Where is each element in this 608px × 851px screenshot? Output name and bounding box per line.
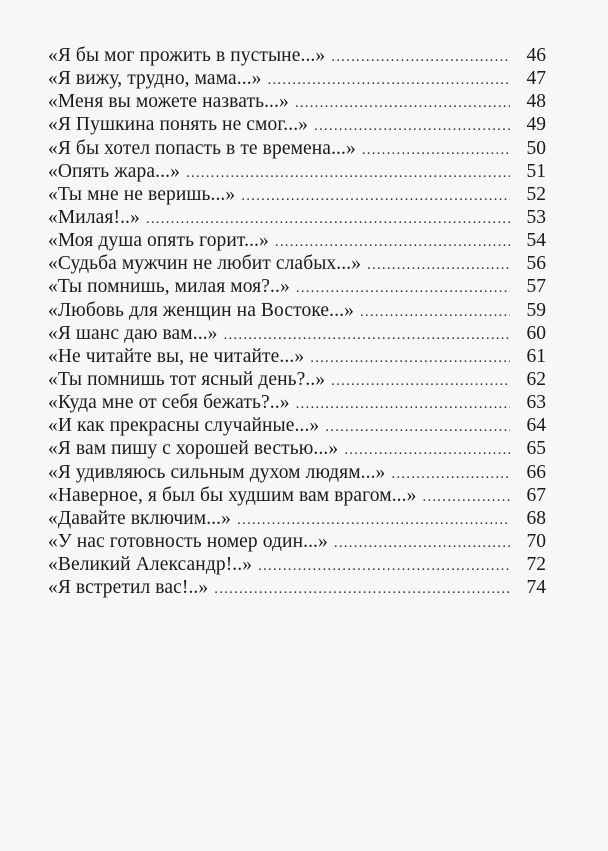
toc-entry-page-number: 63 [526, 392, 546, 414]
toc-entry-title: «Не читайте вы, не читайте...» [48, 345, 305, 367]
toc-entry-title: «Я бы мог прожить в пустыне...» [48, 45, 326, 66]
toc-entry [48, 322, 546, 345]
toc-dot-leader [296, 277, 510, 300]
toc-entry-page-number: 60 [526, 322, 546, 344]
toc-dot-leader [296, 393, 510, 416]
toc-entry-page-number: 74 [526, 577, 546, 599]
toc-dot-leader [360, 301, 510, 324]
toc-entry-title: «Наверное, я был бы худшим вам врагом...» [48, 484, 417, 506]
toc-entry-page-number: 50 [526, 137, 546, 159]
toc-dot-leader [295, 92, 510, 115]
toc-dot-leader [146, 208, 510, 231]
toc-entry-title: «Я встретил вас!..» [48, 577, 209, 599]
toc-dot-leader [331, 46, 510, 69]
toc-entry-title: «Куда мне от себя бежать?..» [48, 392, 290, 414]
toc-dot-leader [331, 370, 510, 393]
toc-dot-leader [422, 486, 510, 509]
toc-entry-title: «Я вижу, трудно, мама...» [48, 68, 262, 90]
toc-dot-leader [310, 347, 510, 370]
toc-entry-page-number: 70 [526, 530, 546, 552]
toc-dot-leader [241, 185, 510, 208]
toc-entry-title: «Я Пушкина понять не смог...» [48, 114, 309, 136]
toc-entry-page-number: 61 [526, 345, 546, 367]
toc-entry-page-number: 46 [526, 45, 546, 66]
toc-entry-page-number: 62 [526, 368, 546, 390]
toc-entry-page-number: 72 [526, 554, 546, 576]
toc-entry [48, 299, 546, 322]
toc-entry-title: «У нас готовность номер один...» [48, 530, 328, 552]
toc-entry [48, 391, 546, 414]
toc-entry-title: «Милая!..» [48, 206, 140, 228]
toc-entry [48, 484, 546, 507]
toc-entry-page-number: 65 [526, 438, 546, 460]
toc-entry-title: «Опять жара...» [48, 160, 180, 182]
toc-entry-title: «И как прекрасны случайные...» [48, 415, 320, 437]
toc-dot-leader [268, 69, 510, 92]
toc-entry-page-number: 66 [526, 461, 546, 483]
toc-entry [48, 252, 546, 275]
toc-entry [48, 553, 546, 576]
toc-entry-title: «Моя душа опять горит...» [48, 230, 269, 252]
toc-entry-title: «Ты помнишь тот ясный день?..» [48, 368, 326, 390]
toc-entry-page-number: 57 [526, 276, 546, 298]
toc-entry-page-number: 68 [526, 507, 546, 529]
toc-entry-title: «Ты помнишь, милая моя?..» [48, 276, 290, 298]
toc-dot-leader [275, 231, 510, 254]
toc-dot-leader [367, 254, 510, 277]
toc-entry-page-number: 56 [526, 253, 546, 275]
toc-entry [48, 160, 546, 183]
toc-entry [48, 368, 546, 391]
toc-entry [48, 67, 546, 90]
toc-entry-page-number: 48 [526, 91, 546, 113]
toc-dot-leader [314, 115, 510, 138]
toc-entry [48, 206, 546, 229]
toc-entry-title: «Я шанс даю вам...» [48, 322, 218, 344]
toc-entry [48, 437, 546, 460]
toc-entry [48, 530, 546, 553]
toc-entry-page-number: 47 [526, 68, 546, 90]
toc-entry [48, 44, 546, 67]
toc-dot-leader [325, 416, 510, 439]
toc-entry [48, 183, 546, 206]
toc-dot-leader [344, 439, 510, 462]
toc-dot-leader [186, 162, 510, 185]
toc-entry-title: «Я бы хотел попасть в те времена...» [48, 137, 356, 159]
toc-entry [48, 113, 546, 136]
toc-entry-title: «Я вам пишу с хорошей вестью...» [48, 438, 339, 460]
toc-entry-title: «Я удивляюсь сильным духом людям...» [48, 461, 386, 483]
toc-entry-title: «Любовь для женщин на Востоке...» [48, 299, 354, 321]
toc-entry-title: «Меня вы можете назвать...» [48, 91, 289, 113]
toc-entry [48, 229, 546, 252]
toc-entry-title: «Великий Александр!..» [48, 554, 253, 576]
toc-dot-leader [224, 324, 510, 347]
toc-entry-page-number: 64 [526, 415, 546, 437]
toc-entry [48, 461, 546, 484]
toc-dot-leader [391, 463, 510, 486]
toc-entry [48, 137, 546, 160]
toc-entry [48, 414, 546, 437]
toc-entry-page-number: 59 [526, 299, 546, 321]
toc-entry [48, 576, 546, 599]
toc-dot-leader [258, 555, 510, 578]
toc-entry [48, 507, 546, 530]
toc-entry-title: «Ты мне не веришь...» [48, 183, 236, 205]
toc-entry-title: «Судьба мужчин не любит слабых...» [48, 253, 362, 275]
toc-dot-leader [214, 578, 510, 601]
toc-dot-leader [362, 139, 510, 162]
toc-entry [48, 345, 546, 368]
toc-entry-title: «Давайте включим...» [48, 507, 231, 529]
toc-entry [48, 90, 546, 113]
toc-entry-page-number: 51 [526, 160, 546, 182]
toc-dot-leader [334, 532, 510, 555]
table-of-contents [48, 44, 546, 599]
toc-dot-leader [237, 509, 510, 532]
toc-entry-page-number: 53 [526, 206, 546, 228]
toc-entry-page-number: 49 [526, 114, 546, 136]
toc-entry-page-number: 52 [526, 183, 546, 205]
toc-entry-page-number: 67 [526, 484, 546, 506]
toc-entry-page-number: 54 [526, 230, 546, 252]
toc-entry [48, 275, 546, 298]
